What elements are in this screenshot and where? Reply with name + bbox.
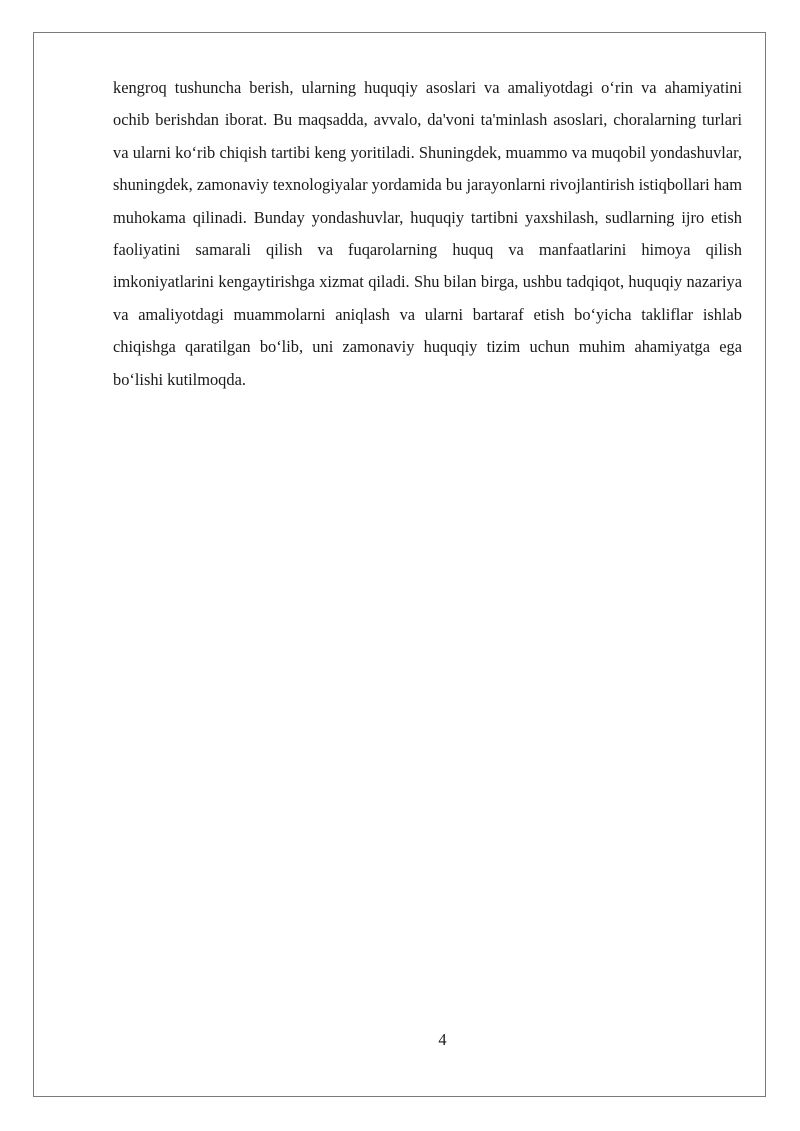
body-paragraph: kengroq tushuncha berish, ularning huquqiy asoslari va amaliyotdagi o‘rin va ahamiyatini ochib berishdan iborat. Bu maqsadda, avvalo, da'voni ta'minlash asoslari, choralarning turlari va ularni ko‘rib chiqish tartibi keng yoritiladi. Shuningdek, muammo va muqobil yondashuvlar, shuningdek, zamonaviy texnologiyalar yordamida bu jarayonlarni rivojlantirish istiqbollari ham muhokama qilinadi. Bunday yondashuvlar, huquqiy tartibni yaxshilash, sudlarning ijro etish faoliyatini samarali qilish va fuqarolarning huquq va manfaatlarini himoya qilish imkoniyatlarini kengaytirishga xizmat qiladi. Shu bilan birga, ushbu tadqiqot, huquqiy nazariya va amaliyotdagi muammolarni aniqlash va ularni bartaraf etish bo‘yicha takliflar ishlab chiqishga qaratilgan bo‘lib, uni zamonaviy huquqiy tizim uchun muhim ahamiyatga ega bo‘lishi kutilmoqda. [113, 78, 742, 389]
page-number: 4 [438, 1030, 447, 1049]
